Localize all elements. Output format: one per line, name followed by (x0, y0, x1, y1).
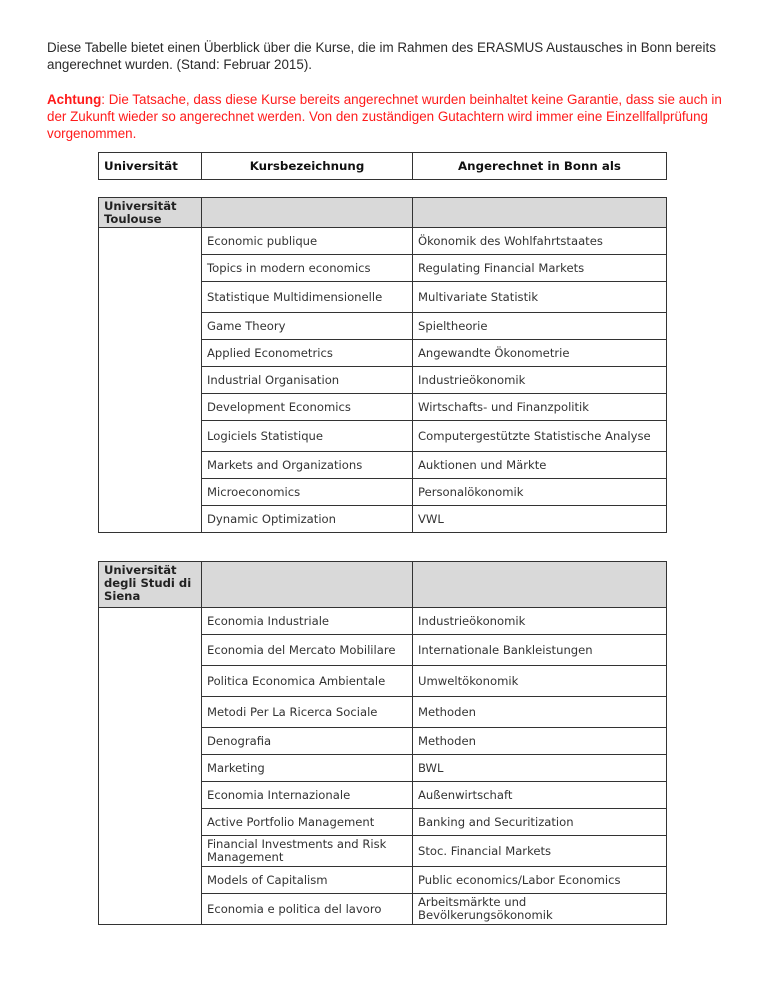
credited-cell: Methoden (413, 697, 667, 728)
credited-cell: VWL (413, 506, 667, 533)
credited-cell: Industrieökonomik (413, 608, 667, 635)
credited-cell: Industrieökonomik (413, 367, 667, 394)
empty-cell (413, 198, 667, 228)
credited-cell: Auktionen und Märkte (413, 452, 667, 479)
university-block-toulouse (98, 197, 667, 533)
credited-cell: Methoden (413, 728, 667, 755)
warning-paragraph (47, 91, 737, 142)
credited-cell: Personalökonomik (413, 479, 667, 506)
university-row (99, 198, 667, 228)
credited-cell: Angewandte Ökonometrie (413, 340, 667, 367)
credited-cell: Regulating Financial Markets (413, 255, 667, 282)
course-cell: Active Portfolio Management (202, 809, 413, 836)
university-block-siena (98, 561, 667, 925)
course-cell: Applied Econometrics (202, 340, 413, 367)
university-spacer (99, 608, 202, 925)
course-cell: Denografia (202, 728, 413, 755)
university-name: Universität degli Studi di Siena (99, 562, 202, 608)
course-cell: Metodi Per La Ricerca Sociale (202, 697, 413, 728)
warning-label: Achtung (47, 92, 102, 107)
header-table (98, 152, 667, 180)
credited-cell: Wirtschafts- und Finanzpolitik (413, 394, 667, 421)
course-cell: Microeconomics (202, 479, 413, 506)
university-spacer (99, 228, 202, 533)
empty-cell (202, 198, 413, 228)
course-cell: Markets and Organizations (202, 452, 413, 479)
university-row (99, 562, 667, 608)
course-cell: Dynamic Optimization (202, 506, 413, 533)
credited-cell: Außenwirtschaft (413, 782, 667, 809)
course-cell: Statistique Multidimensionelle (202, 282, 413, 313)
credited-cell: Arbeitsmärkte und Bevölkerungsökonomik (413, 894, 667, 925)
credited-cell: Internationale Bankleistungen (413, 635, 667, 666)
header-row (99, 153, 667, 180)
course-cell: Industrial Organisation (202, 367, 413, 394)
course-cell: Economia del Mercato Mobililare (202, 635, 413, 666)
course-cell: Development Economics (202, 394, 413, 421)
credited-cell: Multivariate Statistik (413, 282, 667, 313)
credited-cell: BWL (413, 755, 667, 782)
intro-paragraph: Diese Tabelle bietet einen Überblick über die Kurse, die im Rahmen des ERASMUS Austausches in Bonn bereits angerechnet wurden. (Stand: Februar 2015). (47, 40, 716, 72)
empty-cell (413, 562, 667, 608)
course-cell: Game Theory (202, 313, 413, 340)
credited-cell: Stoc. Financial Markets (413, 836, 667, 867)
credited-cell: Ökonomik des Wohlfahrtstaates (413, 228, 667, 255)
university-name: Universität Toulouse (99, 198, 202, 228)
course-cell: Models of Capitalism (202, 867, 413, 894)
credited-cell: Umweltökonomik (413, 666, 667, 697)
header-credited: Angerechnet in Bonn als (413, 153, 667, 180)
course-cell: Topics in modern economics (202, 255, 413, 282)
course-cell: Economia Industriale (202, 608, 413, 635)
course-cell: Politica Economica Ambientale (202, 666, 413, 697)
empty-cell (202, 562, 413, 608)
header-university: Universität (99, 153, 202, 180)
credited-cell: Computergestützte Statistische Analyse (413, 421, 667, 452)
course-cell: Logiciels Statistique (202, 421, 413, 452)
credited-cell: Public economics/Labor Economics (413, 867, 667, 894)
course-cell: Economic publique (202, 228, 413, 255)
credited-cell: Spieltheorie (413, 313, 667, 340)
course-cell: Economia e politica del lavoro (202, 894, 413, 925)
credited-cell: Banking and Securitization (413, 809, 667, 836)
course-cell: Marketing (202, 755, 413, 782)
course-cell: Economia Internazionale (202, 782, 413, 809)
course-cell: Financial Investments and Risk Management (202, 836, 413, 867)
header-course: Kursbezeichnung (202, 153, 413, 180)
warning-text: : Die Tatsache, dass diese Kurse bereits angerechnet wurden beinhaltet keine Garantie, dass sie auch in der Zukunft wieder so angerechnet werden. Von den zuständigen Gutachtern wird immer eine Einzellfallprüfung vorgenommen. (47, 92, 722, 141)
